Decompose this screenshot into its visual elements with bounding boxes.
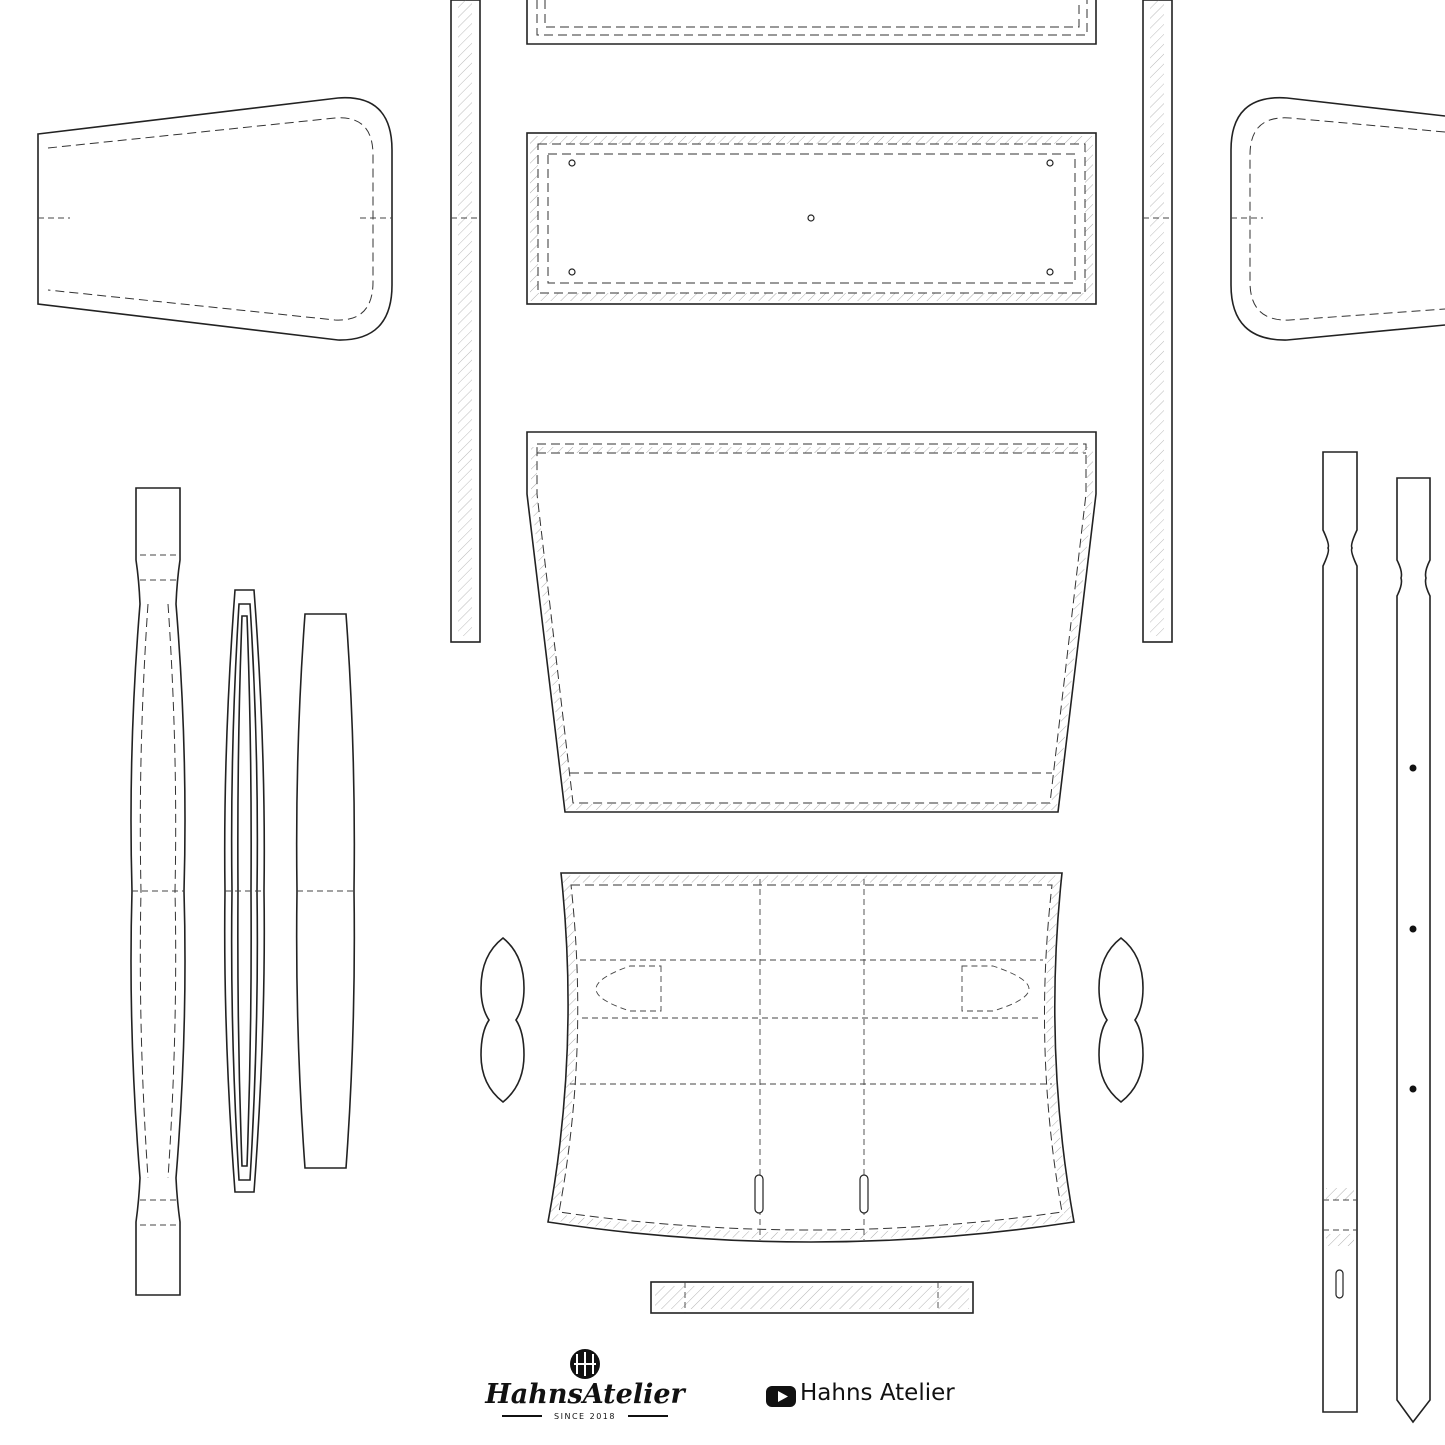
right-long-strap-piece (1143, 0, 1172, 642)
bottom-strip-piece (651, 1282, 973, 1313)
strap-hole (1410, 1086, 1417, 1093)
rivet-hole (808, 215, 814, 221)
rivet-hole (569, 160, 575, 166)
channel-name-link[interactable]: Hahns Atelier (800, 1380, 955, 1406)
right-side-panel-piece (1231, 98, 1445, 340)
strap-slot (755, 1175, 763, 1213)
handle-lining-piece (297, 614, 355, 1168)
brand-since-text: SINCE 2018 (554, 1412, 616, 1421)
brand-emblem-icon (570, 1349, 600, 1379)
brand-wordmark: HahnsAtelier (485, 1379, 685, 1410)
right-tab-piece (1099, 938, 1143, 1102)
strap-hole (1410, 926, 1417, 933)
left-tab-piece (481, 938, 524, 1102)
left-long-strap-piece (451, 0, 480, 642)
brand-logo (484, 1349, 686, 1421)
rivet-hole (569, 269, 575, 275)
lower-body-piece (548, 873, 1074, 1242)
youtube-icon[interactable] (766, 1386, 796, 1407)
buckle-slot (1336, 1270, 1343, 1298)
left-side-panel-piece (38, 98, 392, 340)
strap-slot (860, 1175, 868, 1213)
rivet-hole (1047, 160, 1053, 166)
handle-core-piece (225, 590, 265, 1192)
buckle-strap-piece (1323, 452, 1357, 1412)
top-panel-piece (527, 0, 1096, 44)
strap-hole (1410, 765, 1417, 772)
main-body-piece (527, 432, 1096, 812)
rivet-hole (1047, 269, 1053, 275)
tongue-strap-piece (1397, 478, 1430, 1422)
handle-piece (131, 488, 185, 1295)
front-flap-piece (527, 133, 1096, 304)
